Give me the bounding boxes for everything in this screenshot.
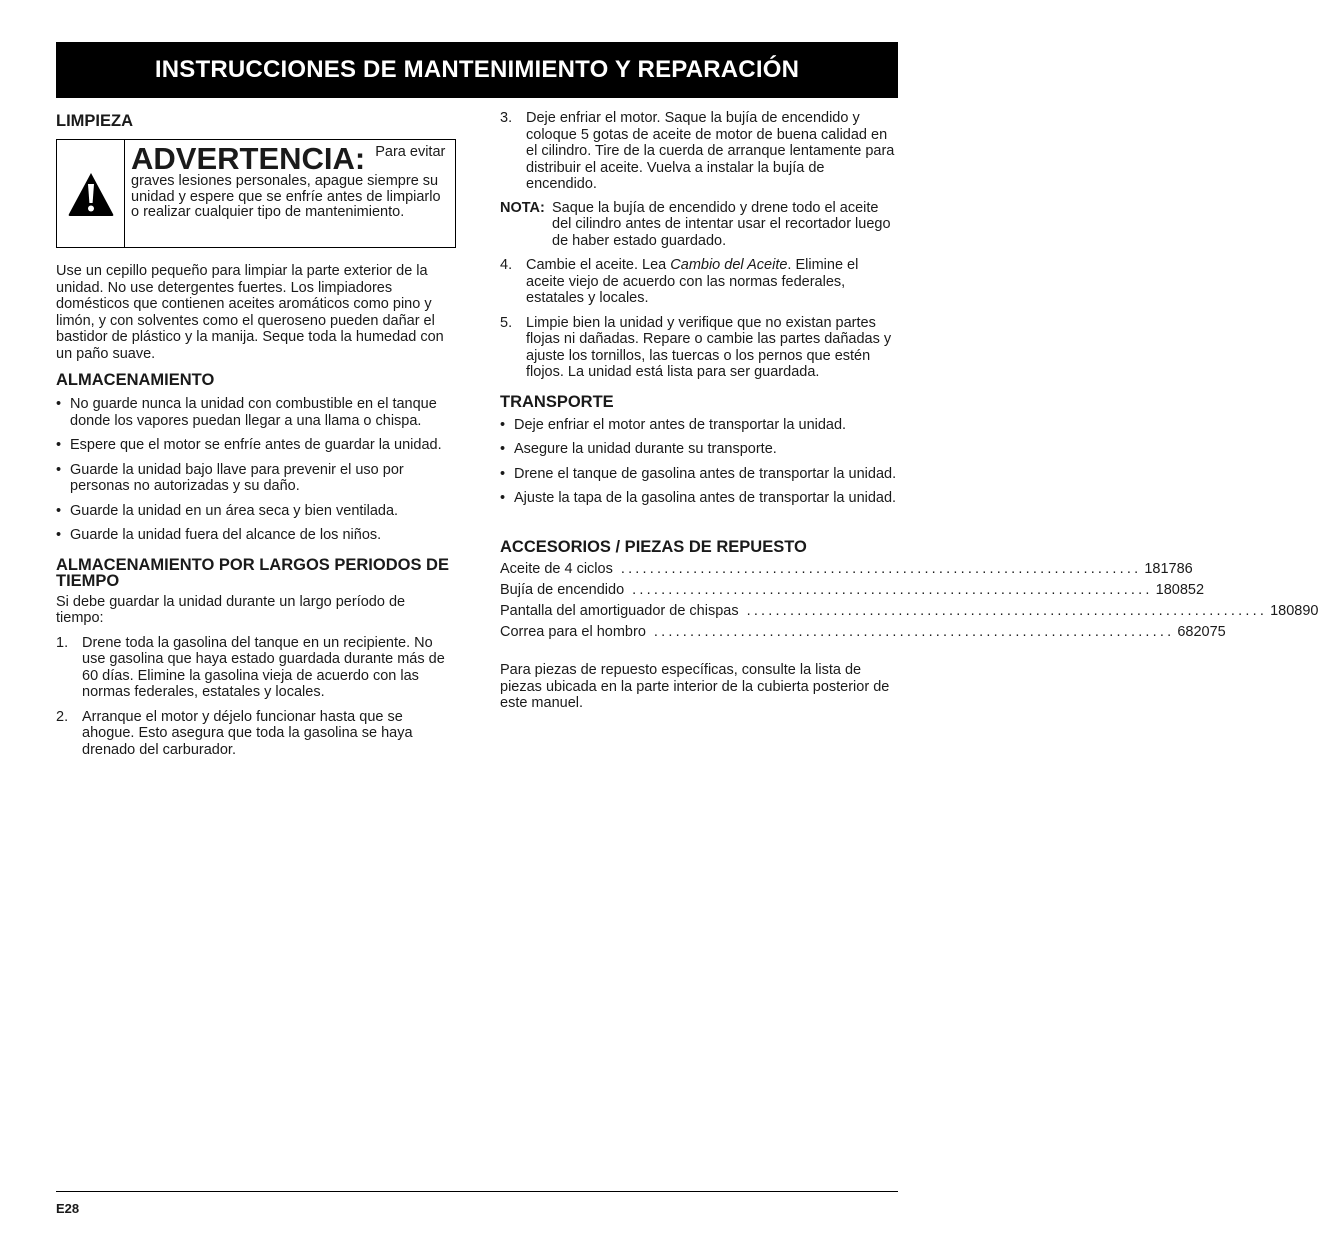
list-item: • Guarde la unidad bajo llave para prevenir el uso por personas no autorizadas y su daño. bbox=[56, 462, 456, 495]
leader-dots: ........................................................................ bbox=[620, 560, 1142, 577]
nota-label: NOTA: bbox=[500, 199, 545, 216]
leader-dots: ........................................................................ bbox=[746, 602, 1268, 619]
left-column bbox=[56, 112, 456, 758]
list-item bbox=[500, 257, 898, 307]
step-text: Deje enfriar el motor. Saque la bujía de encendido y coloque 5 gotas de aceite de motor de buena calidad en el cilindro. Tire de la cuerda de arranque lentamente para distribuir el aceite. Vuelva a instalar la bujía de encendido. bbox=[526, 110, 895, 192]
warning-icon-cell bbox=[57, 140, 125, 247]
step-text-pre: Cambie el aceite. Lea bbox=[526, 257, 671, 273]
list-item: • Deje enfriar el motor antes de transportar la unidad. bbox=[500, 417, 898, 434]
part-name: Pantalla del amortiguador de chispas bbox=[500, 602, 739, 619]
part-number: 181786 bbox=[1144, 560, 1193, 577]
list-item: • Guarde la unidad en un área seca y bien ventilada. bbox=[56, 503, 456, 520]
banner-title: INSTRUCCIONES DE MANTENIMIENTO Y REPARACIÓN bbox=[154, 56, 800, 83]
largos-intro: Si debe guardar la unidad durante un largo período de tiempo: bbox=[56, 593, 406, 626]
accesorios-note: Para piezas de repuesto específicas, consulte la lista de piezas ubicada en la parte interior de la cubierta posterior de este manuel. bbox=[500, 662, 890, 711]
part-row bbox=[500, 602, 1318, 620]
step-number: 5. bbox=[500, 314, 513, 331]
list-item: • Guarde la unidad fuera del alcance de los niños. bbox=[56, 527, 456, 544]
list-item: • No guarde nunca la unidad con combustible en el tanque donde los vapores puedan llegar a una llama o chispa. bbox=[56, 396, 456, 429]
part-row bbox=[500, 560, 1193, 578]
part-number: 682075 bbox=[1177, 623, 1226, 640]
list-item bbox=[500, 110, 898, 193]
step-text-emphasis: Cambio del Aceite bbox=[670, 257, 788, 273]
step-text: Arranque el motor y déjelo funcionar hasta que se ahogue. Esto asegura que toda la gasolina se haya drenado del carburador. bbox=[82, 708, 413, 758]
list-item bbox=[56, 635, 456, 701]
largos-steps-left bbox=[56, 635, 456, 759]
nota bbox=[500, 200, 898, 250]
list-item: • Espere que el motor se enfríe antes de guardar la unidad. bbox=[56, 437, 456, 454]
largos-steps-right-2 bbox=[500, 257, 898, 381]
warning-body: graves lesiones personales, apague siempre su unidad y espere que se enfríe antes de limpiarlo o realizar cualquier tipo de mantenimiento. bbox=[131, 173, 441, 220]
accesorios-heading: ACCESORIOS / PIEZAS DE REPUESTO bbox=[500, 537, 807, 556]
almacenamiento-list bbox=[56, 396, 456, 544]
almacenamiento-heading: ALMACENAMIENTO bbox=[56, 371, 215, 389]
step-number: 1. bbox=[56, 634, 69, 651]
leader-dots: ........................................................................ bbox=[653, 623, 1175, 640]
part-row bbox=[500, 581, 1205, 599]
part-name: Aceite de 4 ciclos bbox=[500, 560, 613, 577]
warning-text bbox=[125, 140, 455, 247]
warning-box bbox=[56, 139, 456, 248]
transporte-list bbox=[500, 417, 898, 507]
list-item: • Ajuste la tapa de la gasolina antes de transportar la unidad. bbox=[500, 490, 898, 507]
limpieza-text: Use un cepillo pequeño para limpiar la parte exterior de la unidad. No use detergentes fuertes. Los limpiadores domésticos que contienen aceites aromáticos como pino y limón, y con solventes como el queroseno pueden dañar el bastidor de plástico y la manija. Seque toda la humedad con un paño suave. bbox=[56, 263, 444, 362]
section-banner bbox=[56, 42, 898, 98]
parts-list bbox=[500, 560, 1318, 641]
warning-title: ADVERTENCIA: bbox=[131, 141, 366, 176]
list-item: • Asegure la unidad durante su transporte. bbox=[500, 441, 898, 458]
leader-dots: ........................................................................ bbox=[632, 581, 1153, 598]
step-text: Drene toda la gasolina del tanque en un recipiente. No use gasolina que haya estado guardada durante más de 60 días. Elimine la gasolina vieja de acuerdo con las normas federales, estatales y locales. bbox=[82, 634, 445, 700]
list-item bbox=[500, 315, 898, 381]
transporte-heading: TRANSPORTE bbox=[500, 392, 614, 411]
part-number: 180852 bbox=[1155, 581, 1205, 598]
part-row bbox=[500, 623, 1226, 641]
largos-heading: ALMACENAMIENTO POR LARGOS PERIODOS DE TIEMPO bbox=[56, 555, 449, 590]
footer-rule bbox=[56, 1191, 898, 1192]
warning-triangle-icon bbox=[67, 170, 115, 218]
part-name: Bujía de encendido bbox=[500, 581, 625, 598]
limpieza-heading: LIMPIEZA bbox=[56, 112, 133, 130]
warning-lead: Para evitar bbox=[375, 144, 446, 160]
step-number: 4. bbox=[500, 257, 513, 273]
part-number: 180890 bbox=[1270, 602, 1318, 619]
largos-steps-right bbox=[500, 110, 898, 193]
list-item bbox=[56, 709, 456, 759]
nota-text: Saque la bujía de encendido y drene todo el aceite del cilindro antes de intentar usar el recortador luego de haber estado guardado. bbox=[552, 199, 891, 249]
step-number: 2. bbox=[56, 708, 69, 725]
step-text-post: . Elimine el aceite viejo de acuerdo con las normas federales, estatales y locales. bbox=[526, 257, 859, 306]
part-name: Correa para el hombro bbox=[500, 623, 646, 640]
page-number: E28 bbox=[56, 1201, 80, 1216]
step-number: 3. bbox=[500, 110, 513, 126]
right-column bbox=[500, 110, 1318, 712]
step-text: Limpie bien la unidad y verifique que no existan partes flojas ni dañadas. Repare o cambie las partes dañadas y ajuste los tornillos, las tuercas o los pernos que estén flojos. La unidad está lista para ser guardada. bbox=[526, 314, 892, 380]
list-item: • Drene el tanque de gasolina antes de transportar la unidad. bbox=[500, 466, 898, 483]
